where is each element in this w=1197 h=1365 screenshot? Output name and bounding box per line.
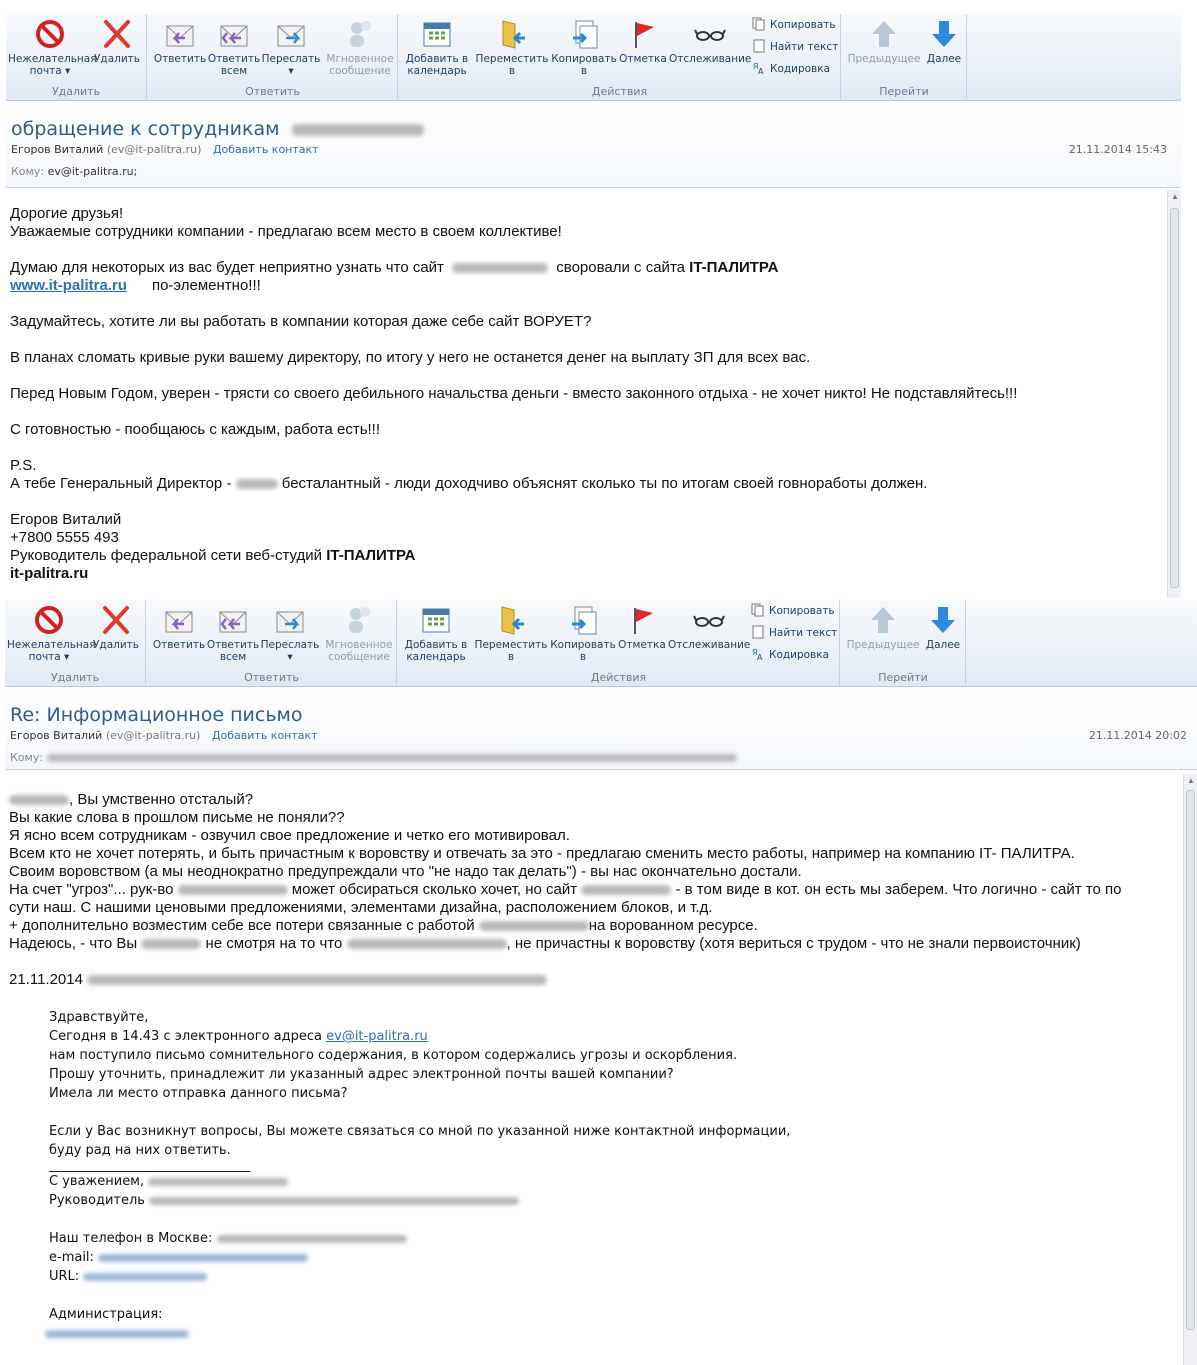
reply-button[interactable] <box>150 16 210 86</box>
previous-button[interactable] <box>845 602 921 672</box>
body-line <box>9 917 1121 935</box>
subject-text: обращение к сотрудникам <box>11 118 280 140</box>
junk-button[interactable] <box>8 16 97 86</box>
redacted-text <box>581 885 671 895</box>
glasses-icon <box>693 18 727 50</box>
ribbon-group-delete <box>6 14 147 101</box>
reply-all-button[interactable] <box>203 602 263 672</box>
group-label-reply: Ответить <box>244 671 299 684</box>
reply-icon <box>162 604 196 636</box>
company-name: IT-ПАЛИТРА <box>326 547 416 564</box>
people-icon <box>342 604 376 636</box>
add-calendar-label: Добавить в календарь <box>404 639 468 663</box>
flag-label: Отметка <box>619 53 667 65</box>
quote-line: Прошу уточнить, принадлежит ли указанный адрес электронной почты вашей компании? <box>49 1067 674 1082</box>
reply-all-icon <box>217 18 251 50</box>
arrow-down-icon <box>927 18 961 50</box>
find-text-button[interactable] <box>751 623 837 643</box>
redacted-text <box>87 975 547 985</box>
next-button[interactable] <box>913 602 973 672</box>
instant-message-button[interactable] <box>323 16 397 86</box>
ribbon-toolbar <box>6 14 1181 101</box>
ribbon-group-actions <box>398 600 840 687</box>
email-link[interactable]: ev@it-palitra.ru <box>326 1029 428 1044</box>
instant-message-label: Мгновенное сообщение <box>325 639 393 663</box>
signature-text: Руководитель федеральной сети веб-студий <box>10 547 327 564</box>
ribbon-group-reply <box>147 600 397 687</box>
previous-button[interactable] <box>846 16 922 86</box>
forward-icon <box>273 604 307 636</box>
svg-text:Я: Я <box>753 62 759 71</box>
reply-all-label: Ответить всем <box>206 639 260 663</box>
redacted-link <box>83 1273 207 1281</box>
group-label-delete: Удалить <box>51 85 101 98</box>
next-label: Далее <box>925 639 961 651</box>
body-text: А тебе Генеральный Директор - <box>10 475 232 492</box>
redacted-text <box>178 885 288 895</box>
flag-icon <box>625 604 659 636</box>
move-to-button[interactable] <box>474 602 548 672</box>
previous-label: Предыдущее <box>846 639 920 651</box>
body-text: Надеюсь, - что Вы <box>9 935 138 952</box>
quote-date: 21.11.2014 <box>9 971 83 988</box>
body-line: Задумайтесь, хотите ли вы работать в компании которая даже себе сайт ВОРУЕТ? <box>10 313 592 330</box>
quoted-message <box>49 1008 790 1343</box>
group-label-actions: Действия <box>591 85 648 98</box>
redacted-text <box>452 263 548 273</box>
company-name: IT-ПАЛИТРА <box>689 259 779 276</box>
copy-doc-icon <box>567 18 601 50</box>
body-text: может обсираться сколько хочет, но сайт <box>291 881 578 898</box>
delete-x-icon <box>100 18 134 50</box>
scroll-up-arrow[interactable]: ▲ <box>1187 776 1195 785</box>
quote-text: С уважением, <box>49 1174 145 1189</box>
body-line: Перед Новым Годом, уверен - трясти со своего дебильного начальства деньги - вместо законного отдыха - не хочет никто! Не подставляйтесь!!! <box>10 385 1018 402</box>
copy-to-label: Копировать в <box>550 639 616 663</box>
next-label: Далее <box>926 53 962 65</box>
group-label-actions: Действия <box>590 671 647 684</box>
scrollbar[interactable] <box>1167 190 1181 598</box>
delete-x-icon <box>99 604 133 636</box>
encoding-label: Кодировка <box>769 649 830 661</box>
sender-address: (ev@it-palitra.ru) <box>105 729 201 742</box>
previous-label: Предыдущее <box>847 53 921 65</box>
signature-phone: +7800 5555 493 <box>10 529 119 546</box>
group-label-goto: Перейти <box>879 85 929 98</box>
body-line <box>9 935 1121 953</box>
body-text: на ворованном ресурсе. <box>588 917 758 934</box>
sender-name: Егоров Виталий <box>10 729 103 742</box>
flag-button[interactable] <box>616 602 668 672</box>
body-line <box>9 791 1121 809</box>
scrollbar-thumb[interactable] <box>1186 790 1195 1330</box>
group-label-reply: Ответить <box>245 85 300 98</box>
copy-text-label: Копировать <box>769 605 835 617</box>
encoding-icon <box>752 61 766 75</box>
add-contact-link[interactable]: Добавить контакт <box>211 729 318 742</box>
reply-label: Ответить <box>153 53 207 65</box>
calendar-icon <box>419 604 453 636</box>
body-line <box>10 475 1017 493</box>
tracking-label: Отслеживание <box>669 53 752 65</box>
redacted-link <box>98 1254 308 1262</box>
group-label-delete: Удалить <box>50 671 100 684</box>
body-line: сути наш. С нашими ценовыми предложениями, элементами дизайна, расположением блоков, и т.д. <box>9 899 713 916</box>
message-body <box>9 791 1121 989</box>
body-line: С готовностью - пообщаюсь с каждым, работа есть!!! <box>10 421 381 438</box>
quote-date-line <box>9 971 1121 989</box>
quote-line: буду рад на них ответить. <box>49 1143 231 1158</box>
body-text: , Вы умственно отсталый? <box>69 791 254 808</box>
copy-to-button[interactable] <box>548 602 618 672</box>
flag-icon <box>626 18 660 50</box>
sender-line <box>11 143 319 156</box>
find-text-label: Найти текст <box>769 627 838 639</box>
to-label: Кому: <box>11 165 45 178</box>
body-line: Я ясно всем сотрудникам - озвучил свое предложение и четко его мотивировал. <box>9 827 570 844</box>
site-link[interactable]: www.it-palitra.ru <box>10 277 127 294</box>
document-icon <box>751 625 765 639</box>
arrow-down-icon <box>926 604 960 636</box>
block-icon <box>33 18 67 50</box>
delete-button[interactable] <box>87 602 145 672</box>
svg-text:Я: Я <box>752 648 758 657</box>
quote-text: Сегодня в 14.43 с электронного адреса <box>49 1029 327 1044</box>
folder-move-icon <box>494 604 528 636</box>
redacted-text <box>347 939 507 949</box>
to-label: Кому: <box>10 751 44 764</box>
body-line: В планах сломать кривые руки вашему директору, по итогу у него не останется денег на выплату ЗП для всех вас. <box>10 349 811 366</box>
reply-icon <box>163 18 197 50</box>
body-line: Вы какие слова в прошлом письме не поняли?? <box>9 809 345 826</box>
body-text: , не причастны к воровству (хотя вериться с трудом - что не знали первоисточник) <box>506 935 1081 952</box>
tracking-label: Отслеживание <box>668 639 751 651</box>
redacted-link <box>45 1330 189 1338</box>
forward-label: Переслать ▾ <box>260 639 320 663</box>
redacted-recipients <box>47 754 737 762</box>
ribbon-group-goto <box>842 14 967 101</box>
copy-doc-icon <box>566 604 600 636</box>
body-text: не смотря на то что <box>205 935 343 952</box>
reply-label: Ответить <box>152 639 206 651</box>
forward-label: Переслать ▾ <box>261 53 321 77</box>
arrow-up-icon <box>867 18 901 50</box>
sent-date: 21.11.2014 15:43 <box>1068 143 1167 156</box>
add-calendar-button[interactable] <box>400 602 472 672</box>
sender-line <box>10 729 318 742</box>
forward-button[interactable] <box>260 602 320 672</box>
subject-line: Re: Информационное письмо <box>10 704 303 726</box>
recipient-address: ev@it-palitra.ru; <box>47 165 138 178</box>
add-calendar-button[interactable] <box>401 16 473 86</box>
block-icon <box>32 604 66 636</box>
body-line: Уважаемые сотрудники компании - предлагаю всем место в своем коллективе! <box>10 223 562 240</box>
recipient-line <box>11 165 137 178</box>
encoding-button[interactable] <box>751 645 829 665</box>
encoding-button[interactable] <box>752 59 830 79</box>
quote-line: Администрация: <box>49 1307 163 1322</box>
quote-line <box>49 1191 790 1210</box>
signature-title <box>10 547 1017 565</box>
ribbon-group-goto <box>841 600 966 687</box>
copy-text-button[interactable] <box>751 601 835 621</box>
encoding-icon <box>751 647 765 661</box>
tracking-button[interactable] <box>668 602 750 672</box>
divider-line: _______________________________ <box>49 1158 251 1173</box>
quote-line <box>49 1172 790 1191</box>
quote-text: Руководитель <box>49 1193 145 1208</box>
message-header <box>6 102 1181 188</box>
ribbon-group-actions <box>399 14 841 101</box>
move-to-label: Переместить в <box>474 639 548 663</box>
sender-address: (ev@it-palitra.ru) <box>106 143 202 156</box>
quote-line <box>49 1324 790 1343</box>
quote-line: Имела ли место отправка данного письма? <box>49 1086 348 1101</box>
copy-to-label: Копировать в <box>551 53 617 77</box>
signature-site <box>10 565 1017 583</box>
redacted-text <box>148 1178 288 1186</box>
copy-text-label: Копировать <box>770 19 836 31</box>
junk-button[interactable] <box>7 602 96 672</box>
quote-text: Наш телефон в Москве: <box>49 1231 213 1246</box>
move-to-button[interactable] <box>475 16 549 86</box>
arrow-up-icon <box>866 604 900 636</box>
instant-message-button[interactable] <box>322 602 396 672</box>
body-text: На счет "угроз"... рук-во <box>9 881 174 898</box>
find-text-label: Найти текст <box>770 41 839 53</box>
copy-text-button[interactable] <box>752 15 836 35</box>
body-text: Думаю для некоторых из вас будет неприятно узнать что сайт <box>10 259 444 276</box>
quote-line <box>49 1267 790 1286</box>
reply-all-label: Ответить всем <box>207 53 261 77</box>
find-text-button[interactable] <box>752 37 838 57</box>
redacted-text <box>217 1235 407 1243</box>
quote-line: Если у Вас возникнут вопросы, Вы можете связаться со мной по указанной ниже контактной информации, <box>49 1124 791 1139</box>
copy-icon <box>751 603 765 617</box>
ribbon-group-reply <box>148 14 398 101</box>
quote-text: URL: <box>49 1269 80 1284</box>
instant-message-label: Мгновенное сообщение <box>326 53 394 77</box>
body-line: P.S. <box>10 457 37 474</box>
forward-button[interactable] <box>261 16 321 86</box>
redacted-text <box>479 921 589 931</box>
signature-name: Егоров Виталий <box>10 511 122 528</box>
message-window-2 <box>0 598 1197 1365</box>
body-text: своровали с сайта <box>556 259 690 276</box>
next-button[interactable] <box>914 16 974 86</box>
delete-button[interactable] <box>88 16 146 86</box>
subject-line <box>11 118 424 140</box>
redacted-text <box>141 939 201 949</box>
quote-line: Здравствуйте, <box>49 1010 149 1025</box>
group-label-goto: Перейти <box>878 671 928 684</box>
body-line <box>10 259 1017 277</box>
redacted-text <box>149 1197 519 1205</box>
body-line <box>9 881 1121 899</box>
body-text: по-элементно!!! <box>151 277 261 294</box>
tracking-button[interactable] <box>669 16 751 86</box>
sender-name: Егоров Виталий <box>11 143 104 156</box>
flag-button[interactable] <box>617 16 669 86</box>
quote-line <box>49 1027 790 1046</box>
reply-button[interactable] <box>149 602 209 672</box>
scroll-up-arrow[interactable]: ▲ <box>1171 192 1179 201</box>
signature-site-text: it-palitra.ru <box>10 565 89 582</box>
body-text: - в том виде в кот. он есть мы заберем. Что логично - сайт то по <box>675 881 1122 898</box>
body-text: бесталантный - люди доходчиво объяснят сколько ты по итогам своей говноработы должен. <box>281 475 928 492</box>
copy-to-button[interactable] <box>549 16 619 86</box>
message-header <box>5 688 1197 770</box>
glasses-icon <box>692 604 726 636</box>
body-line: Дорогие друзья! <box>10 205 124 222</box>
scrollbar[interactable] <box>1183 774 1197 1365</box>
junk-label: Нежелательная почта ▾ <box>8 53 97 77</box>
people-icon <box>343 18 377 50</box>
folder-move-icon <box>495 18 529 50</box>
forward-icon <box>274 18 308 50</box>
delete-label: Удалить <box>93 639 139 651</box>
move-to-label: Переместить в <box>475 53 549 77</box>
document-icon <box>752 39 766 53</box>
redacted-text <box>9 795 69 805</box>
encoding-label: Кодировка <box>770 63 831 75</box>
reply-all-icon <box>216 604 250 636</box>
delete-label: Удалить <box>94 53 140 65</box>
body-line: Своим воровством (а мы неоднократно предупреждали что "не надо так делать") - вы нас окончательно достали. <box>9 863 802 880</box>
quote-line <box>49 1229 790 1248</box>
message-body <box>10 205 1017 583</box>
sent-date: 21.11.2014 20:02 <box>1088 729 1187 742</box>
ribbon-group-delete <box>5 600 146 687</box>
message-window-1 <box>0 0 1197 598</box>
copy-icon <box>752 17 766 31</box>
calendar-icon <box>420 18 454 50</box>
quote-line: нам поступило письмо сомнительного содержания, в котором содержались угрозы и оскорбления. <box>49 1048 738 1063</box>
junk-label: Нежелательная почта ▾ <box>7 639 96 663</box>
svg-text:A: A <box>757 653 763 661</box>
ribbon-toolbar <box>5 600 1197 687</box>
add-calendar-label: Добавить в календарь <box>405 53 469 77</box>
body-line <box>10 277 1017 295</box>
body-text: + дополнительно возместим себе все потери связанные с работой <box>9 917 475 934</box>
reply-all-button[interactable] <box>204 16 264 86</box>
scrollbar-thumb[interactable] <box>1170 208 1179 588</box>
quote-line <box>49 1248 790 1267</box>
redacted-text <box>292 124 424 136</box>
flag-label: Отметка <box>618 639 666 651</box>
redacted-text <box>236 479 278 489</box>
recipient-line <box>10 751 737 764</box>
add-contact-link[interactable]: Добавить контакт <box>212 143 319 156</box>
svg-text:A: A <box>758 67 764 75</box>
quote-text: e-mail: <box>49 1250 94 1265</box>
body-line: Всем кто не хочет потерять, и быть причастным к воровству и отвечать за это - предлагаю сменить место работы, например на компанию IT- ПАЛИТРА. <box>9 845 1075 862</box>
